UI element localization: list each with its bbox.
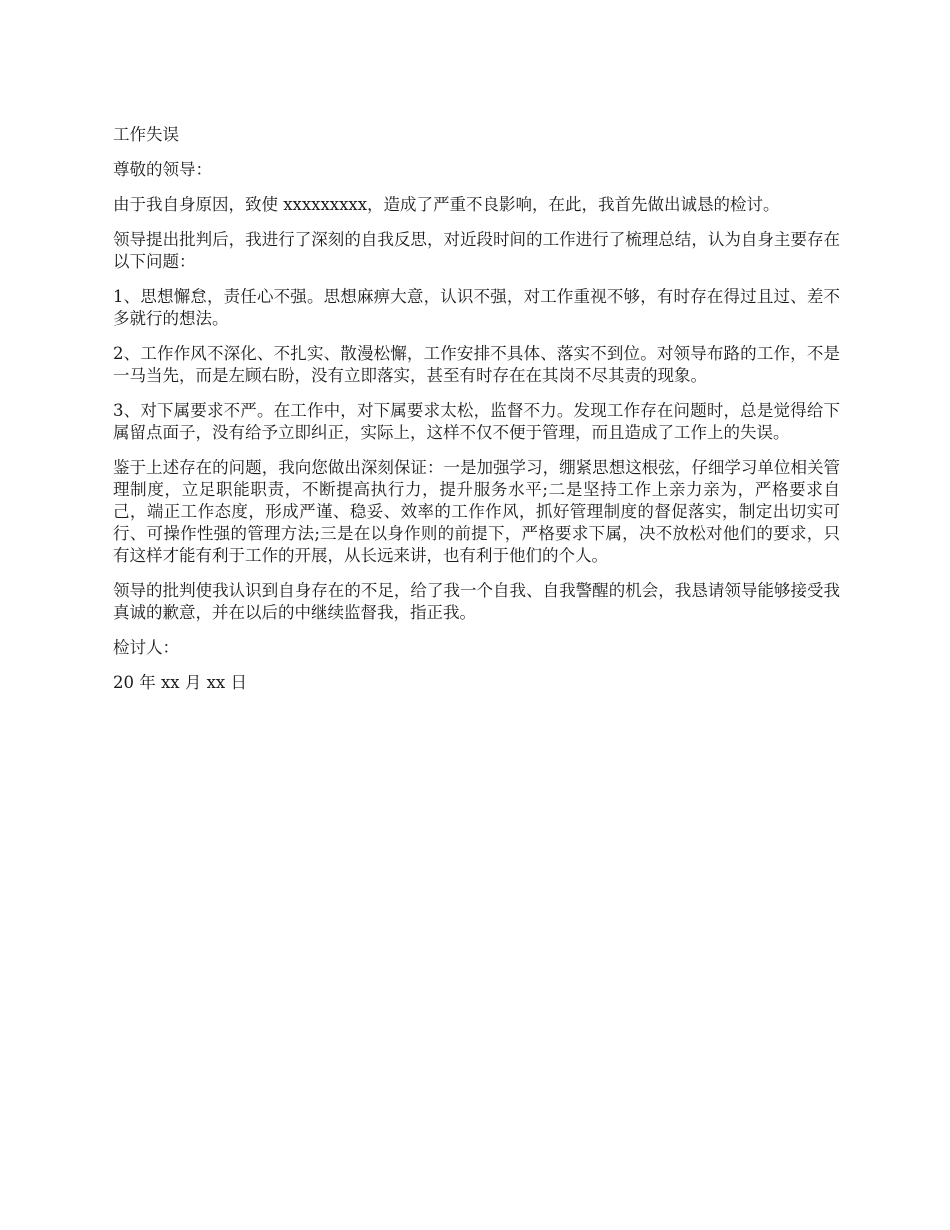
document-title: 工作失误 — [113, 125, 179, 144]
paragraph-reflection: 领导提出批判后，我进行了深刻的自我反思，对近段时间的工作进行了梳理总结，认为自身主要存在以下问题： — [113, 230, 840, 271]
paragraph-closing: 领导的批判使我认识到自身存在的不足，给了我一个自我、自我警醒的机会，我恳请领导能够接受我真诚的歉意，并在以后的中继续监督我，指正我。 — [113, 581, 840, 622]
document-body — [113, 124, 840, 707]
paragraph-issue-3: 3、对下属要求不严。在工作中，对下属要求太松，监督不力。发现工作存在问题时，总是觉得给下属留点面子，没有给予立即纠正，实际上，这样不仅不便于管理，而且造成了工作上的失误。 — [113, 401, 840, 442]
paragraph-issue-1: 1、思想懈怠，责任心不强。思想麻痹大意，认识不强，对工作重视不够，有时存在得过且过、差不多就行的想法。 — [113, 287, 840, 328]
paragraph-commitments: 鉴于上述存在的问题，我向您做出深刻保证：一是加强学习，绷紧思想这根弦，仔细学习单位相关管理制度，立足职能职责，不断提高执行力，提升服务水平;二是坚持工作上亲力亲为，严格要求自己，端正工作态度，形成严谨、稳妥、效率的工作作风，抓好管理制度的督促落实，制定出切实可行、可操作性强的管理方法;三是在以身作则的前提下，严格要求下属，决不放松对他们的要求，只有这样才能有利于工作的开展，从长远来讲，也有利于他们的个人。 — [113, 458, 840, 565]
paragraph-issue-2: 2、工作作风不深化、不扎实、散漫松懈，工作安排不具体、落实不到位。对领导布路的工作，不是一马当先，而是左顾右盼，没有立即落实，甚至有时存在在其岗不尽其责的现象。 — [113, 344, 840, 385]
salutation: 尊敬的领导： — [113, 160, 212, 179]
signature-label: 检讨人： — [113, 638, 179, 657]
document-date: 20 年 xx 月 xx 日 — [113, 673, 247, 692]
paragraph-intro: 由于我自身原因，致使 xxxxxxxxx，造成了严重不良影响，在此，我首先做出诚恳的检讨。 — [113, 195, 780, 214]
